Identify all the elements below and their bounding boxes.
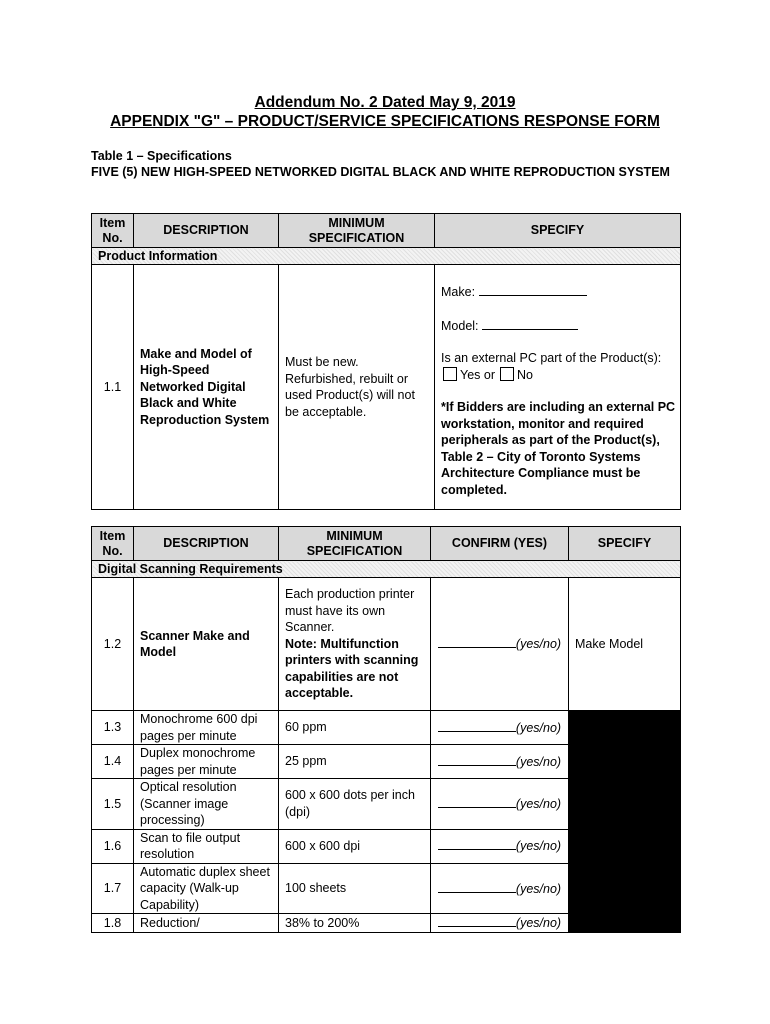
header-confirm: CONFIRM (YES) bbox=[431, 527, 569, 561]
item-minimum-specification: 60 ppm bbox=[279, 711, 431, 745]
table-row bbox=[92, 829, 681, 863]
table-row bbox=[92, 711, 681, 745]
system-title: FIVE (5) NEW HIGH-SPEED NETWORKED DIGITAL BLACK AND WHITE REPRODUCTION SYSTEM bbox=[91, 165, 670, 179]
confirm-field[interactable] bbox=[431, 914, 569, 933]
confirm-field[interactable] bbox=[431, 829, 569, 863]
model-field[interactable] bbox=[441, 317, 676, 335]
item-specify bbox=[435, 265, 681, 510]
make-blank[interactable] bbox=[479, 283, 587, 296]
minimum-note: Note: Multifunction printers with scanning capabilities are not acceptable. bbox=[285, 636, 419, 701]
confirm-field[interactable] bbox=[431, 779, 569, 830]
confirm-field[interactable] bbox=[431, 578, 569, 711]
scanning-requirements-table bbox=[91, 526, 681, 933]
model-label: Model: bbox=[441, 318, 479, 333]
model-blank[interactable] bbox=[482, 317, 578, 330]
item-number: 1.1 bbox=[92, 265, 134, 510]
section-product-information: Product Information bbox=[92, 248, 681, 265]
section-row bbox=[92, 248, 681, 265]
specify-blacked-out bbox=[569, 829, 681, 863]
table-row bbox=[92, 265, 681, 510]
confirm-hint: (yes/no) bbox=[515, 916, 562, 930]
confirm-hint: (yes/no) bbox=[515, 637, 562, 652]
section-row bbox=[92, 561, 681, 578]
confirm-hint: (yes/no) bbox=[515, 754, 562, 769]
appendix-title: APPENDIX "G" – PRODUCT/SERVICE SPECIFICATIONS RESPONSE FORM bbox=[110, 113, 660, 130]
table-label: Table 1 – Specifications bbox=[91, 149, 232, 163]
addendum-title: Addendum No. 2 Dated May 9, 2019 bbox=[254, 94, 516, 111]
product-info-table bbox=[91, 213, 681, 510]
item-minimum-specification: 600 x 600 dpi bbox=[279, 829, 431, 863]
header-item-no: Item No. bbox=[92, 214, 134, 248]
confirm-field[interactable] bbox=[431, 711, 569, 745]
table-row bbox=[92, 863, 681, 914]
item-description: Scan to file output resolution bbox=[134, 829, 279, 863]
item-description: Optical resolution (Scanner image processing) bbox=[134, 779, 279, 830]
pc-note: *If Bidders are including an external PC workstation, monitor and required peripherals as part of the Product(s), Table 2 – City of Toronto Systems Architecture Compliance must be completed. bbox=[441, 400, 676, 497]
header-description: DESCRIPTION bbox=[134, 214, 279, 248]
header-item-no: Item No. bbox=[92, 527, 134, 561]
table-row bbox=[92, 745, 681, 779]
item-minimum-specification: 600 x 600 dots per inch (dpi) bbox=[279, 779, 431, 830]
yes-checkbox[interactable] bbox=[443, 367, 457, 381]
item-minimum-specification: Must be new. Refurbished, rebuilt or used Product(s) will not be acceptable. bbox=[279, 265, 435, 510]
confirm-hint: (yes/no) bbox=[515, 881, 562, 896]
make-field[interactable] bbox=[441, 283, 676, 301]
confirm-hint: (yes/no) bbox=[515, 839, 562, 854]
specify-blacked-out bbox=[569, 863, 681, 914]
item-description: Automatic duplex sheet capacity (Walk-up Capability) bbox=[134, 863, 279, 914]
table-header-row bbox=[92, 214, 681, 248]
confirm-field[interactable] bbox=[431, 745, 569, 779]
item-number: 1.7 bbox=[92, 863, 134, 914]
header-minimum-specification: MINIMUM SPECIFICATION bbox=[279, 527, 431, 561]
specify-blacked-out bbox=[569, 745, 681, 779]
item-specify: Make Model bbox=[569, 578, 681, 711]
no-checkbox[interactable] bbox=[500, 367, 514, 381]
item-description: Reduction/ bbox=[134, 914, 279, 933]
header-specify: SPECIFY bbox=[569, 527, 681, 561]
item-description: Duplex monochrome pages per minute bbox=[134, 745, 279, 779]
item-description: Scanner Make and Model bbox=[134, 578, 279, 711]
table-row bbox=[92, 914, 681, 933]
item-minimum-specification bbox=[279, 578, 431, 711]
item-minimum-specification: 38% to 200% bbox=[279, 914, 431, 933]
specify-blacked-out bbox=[569, 711, 681, 745]
pc-question: Is an external PC part of the Product(s): bbox=[441, 351, 662, 365]
item-minimum-specification: 100 sheets bbox=[279, 863, 431, 914]
header-description: DESCRIPTION bbox=[134, 527, 279, 561]
item-number: 1.3 bbox=[92, 711, 134, 745]
table-row bbox=[92, 578, 681, 711]
item-description: Monochrome 600 dpi pages per minute bbox=[134, 711, 279, 745]
confirm-hint: (yes/no) bbox=[515, 797, 562, 811]
yes-label: Yes or bbox=[460, 367, 495, 382]
header-minimum-specification: MINIMUM SPECIFICATION bbox=[279, 214, 435, 248]
item-number: 1.4 bbox=[92, 745, 134, 779]
confirm-hint: (yes/no) bbox=[515, 720, 562, 735]
item-minimum-specification: 25 ppm bbox=[279, 745, 431, 779]
item-number: 1.6 bbox=[92, 829, 134, 863]
item-description: Make and Model of High-Speed Networked Digital Black and White Reproduction System bbox=[134, 265, 279, 510]
specify-blacked-out bbox=[569, 914, 681, 933]
header-specify: SPECIFY bbox=[435, 214, 681, 248]
item-number: 1.2 bbox=[92, 578, 134, 711]
minimum-text: Each production printer must have its own Scanner. bbox=[285, 587, 415, 635]
item-number: 1.5 bbox=[92, 779, 134, 830]
pc-options bbox=[441, 367, 676, 384]
confirm-field[interactable] bbox=[431, 863, 569, 914]
no-label: No bbox=[516, 367, 533, 382]
table-row bbox=[92, 779, 681, 830]
section-digital-scanning: Digital Scanning Requirements bbox=[92, 561, 681, 578]
table-header-row bbox=[92, 527, 681, 561]
specify-blacked-out bbox=[569, 779, 681, 830]
item-number: 1.8 bbox=[92, 914, 134, 933]
make-label: Make: bbox=[441, 285, 476, 299]
